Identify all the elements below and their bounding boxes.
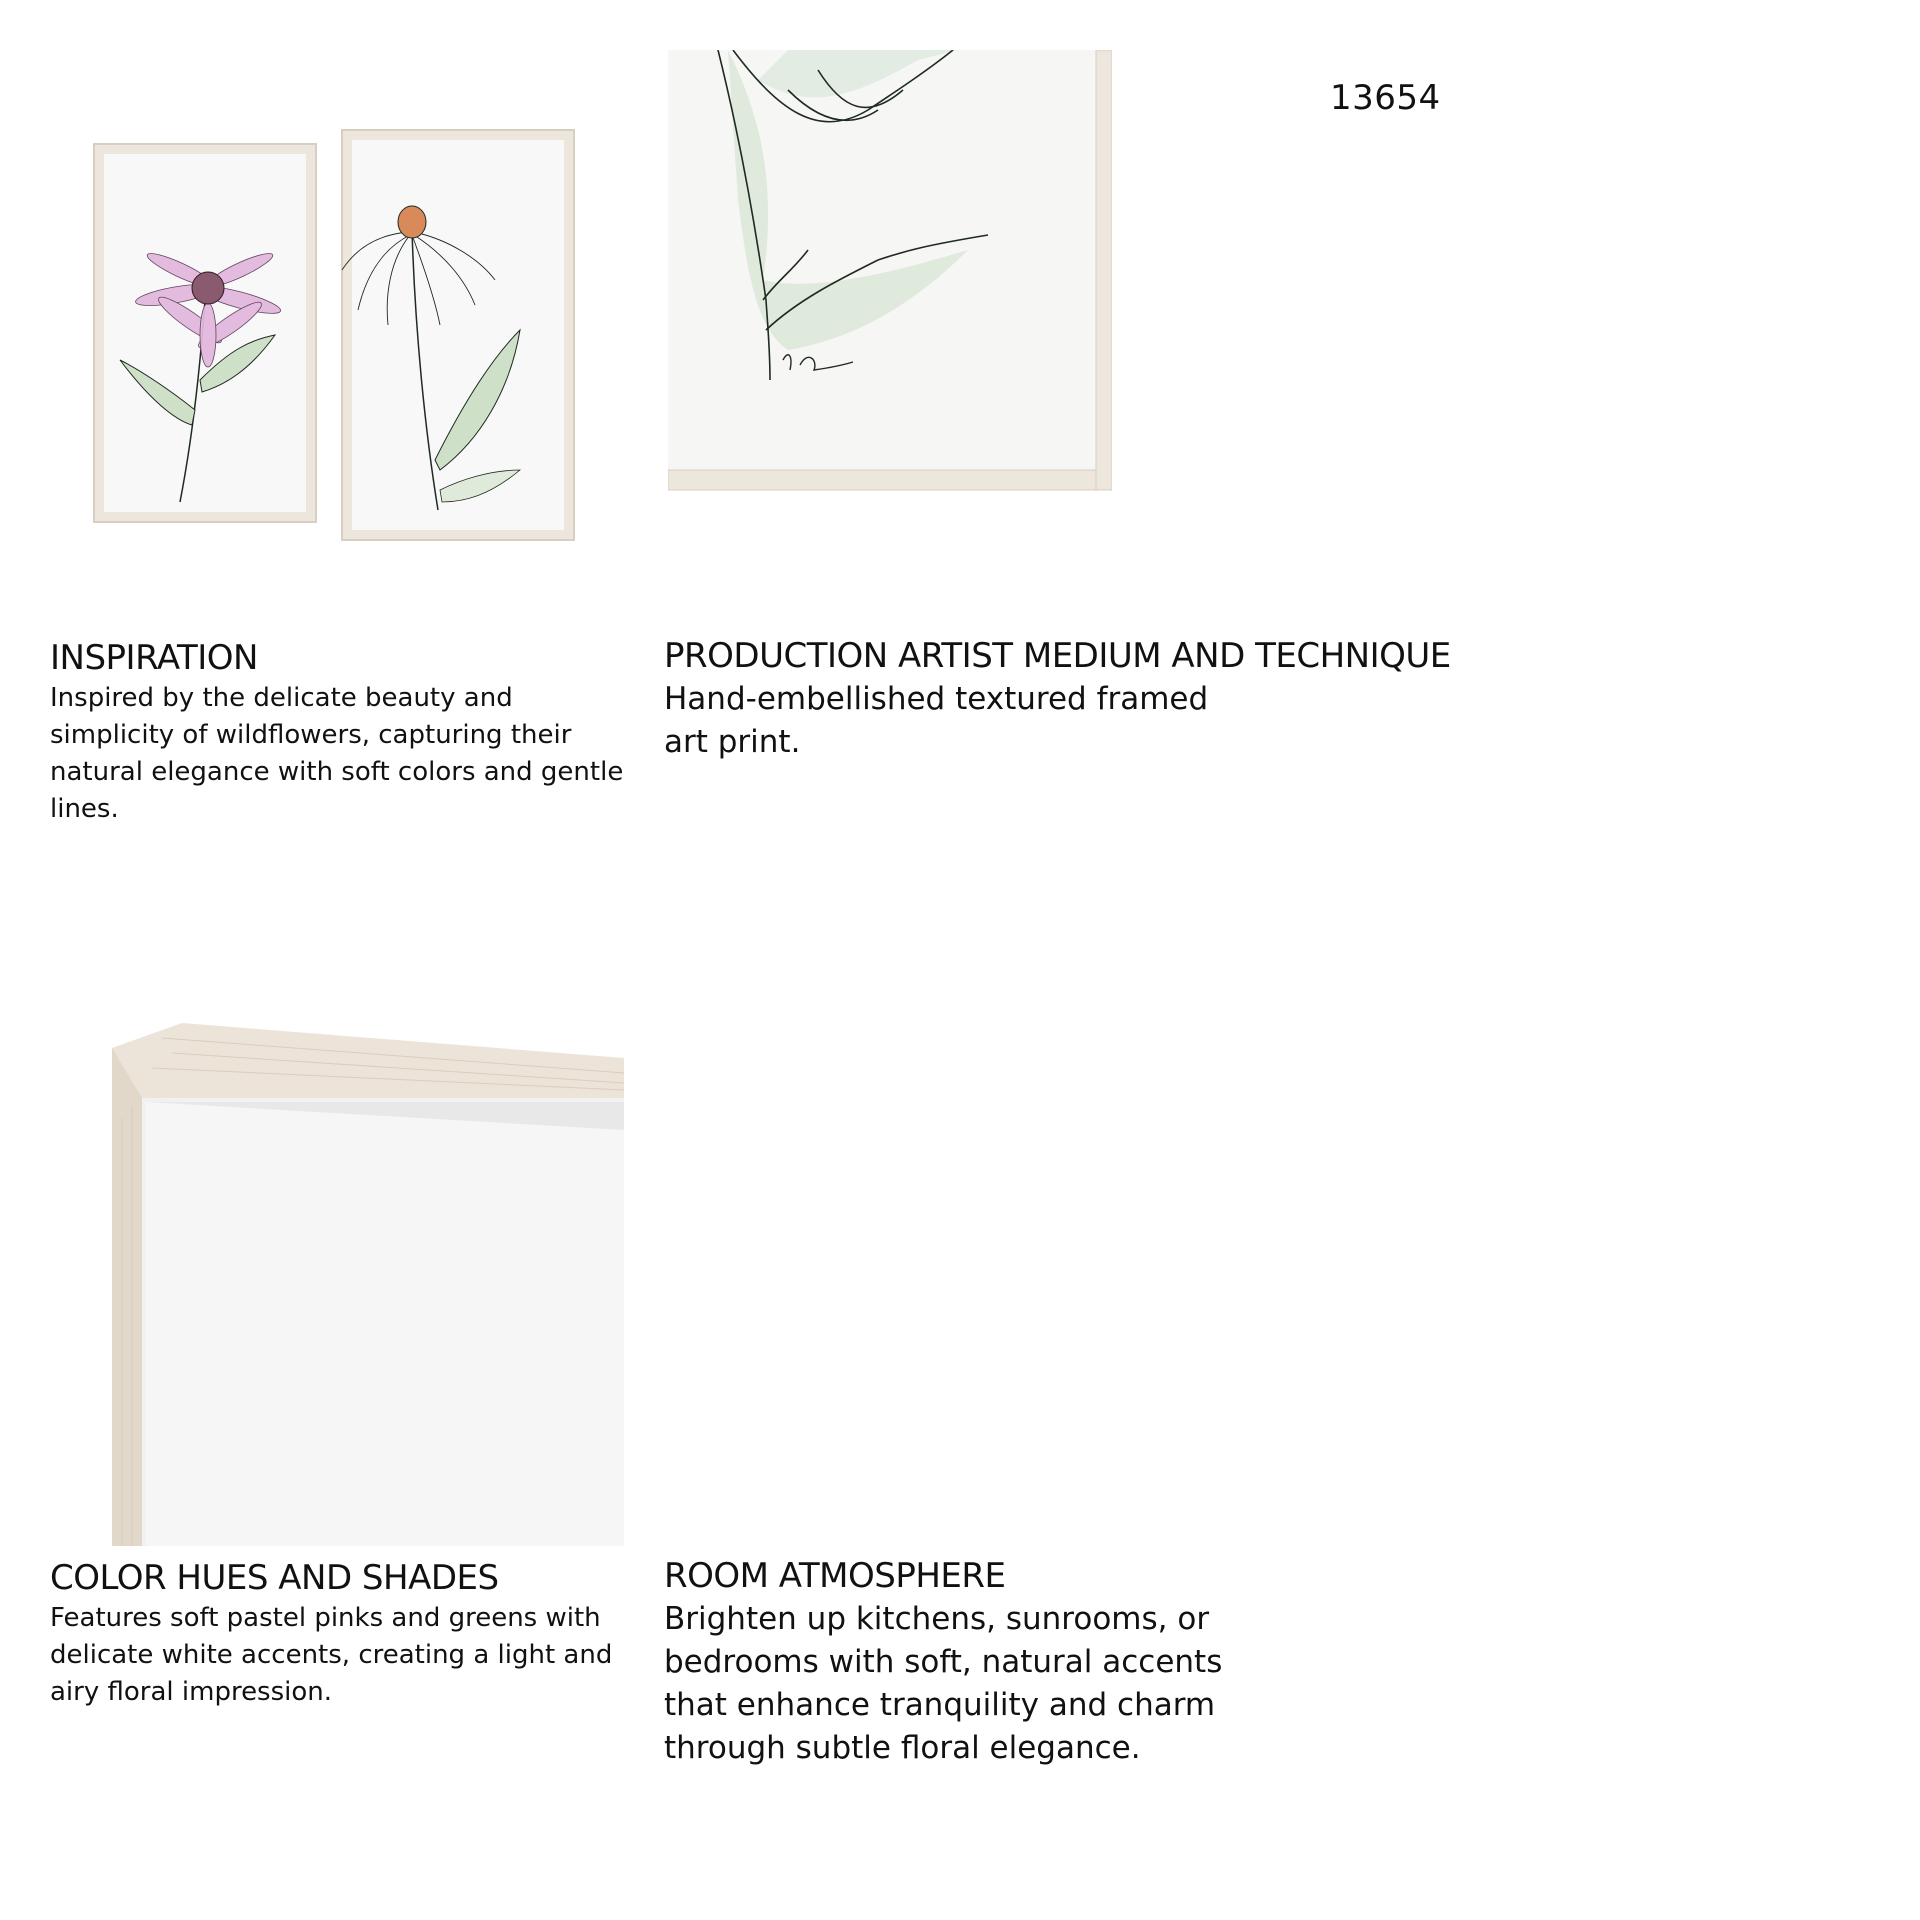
production-body: Hand-embellished textured framed art print.: [664, 681, 1209, 760]
production-heading: PRODUCTION ARTIST MEDIUM AND TECHNIQUE: [664, 636, 1451, 676]
frame-texture-closeup-image: [102, 1018, 624, 1546]
color-body: Features soft pastel pinks and greens with delicate white accents, creating a light and airy floral impression.: [50, 1603, 613, 1707]
inspiration-heading: INSPIRATION: [50, 638, 258, 678]
room-body: Brighten up kitchens, sunrooms, or bedrooms with soft, natural accents that enhance tranquility and charm through subtle floral elegance.: [664, 1601, 1223, 1766]
room-heading: ROOM ATMOSPHERE: [664, 1556, 1006, 1596]
product-code: 13654: [1330, 78, 1441, 118]
color-section: [50, 1558, 630, 1711]
framed-prints-pair-image: [80, 110, 600, 570]
production-section: [664, 636, 1451, 764]
inspiration-body: Inspired by the delicate beauty and simplicity of wildflowers, capturing their natural elegance with soft colors and gentle lines.: [50, 683, 624, 824]
inspiration-section: [50, 638, 630, 828]
room-section: [664, 1556, 1264, 1770]
color-heading: COLOR HUES AND SHADES: [50, 1558, 499, 1598]
leaf-closeup-image: [668, 50, 1112, 496]
